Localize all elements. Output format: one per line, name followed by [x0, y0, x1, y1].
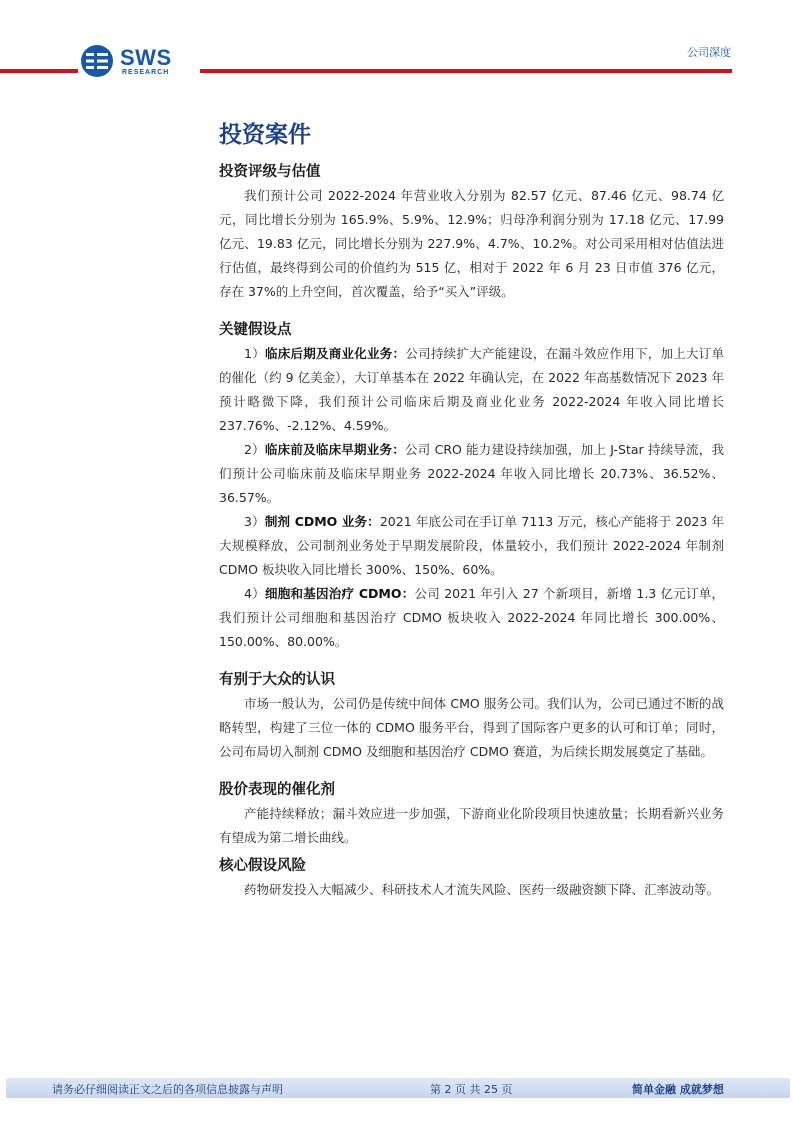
logo-subtext: RESEARCH	[122, 69, 170, 76]
report-type-label: 公司深度	[687, 46, 731, 59]
section-heading-rating: 投资评级与估值	[219, 164, 321, 180]
sws-logo-icon	[80, 44, 114, 78]
footer-disclaimer: 请务必仔细阅读正文之后的各项信息披露与声明	[52, 1083, 283, 1096]
footer-slogan: 简单金融 成就梦想	[632, 1083, 724, 1096]
logo-text: SWS	[120, 45, 172, 70]
section-heading-assumptions: 关键假设点	[219, 322, 292, 338]
paragraph-assumption-4: 4）细胞和基因治疗 CDMO：公司 2021 年引入 27 个新项目，新增 1.3 亿元订单，我们预计公司细胞和基因治疗 CDMO 板块收入 2022-2024 年同比增长 300.00%、150.00%、80.00%。	[219, 586, 725, 649]
footer-page-number: 第 2 页 共 25 页	[430, 1083, 513, 1096]
main-content	[219, 118, 724, 902]
header-rule-left	[0, 69, 78, 73]
paragraph-differentiated-view: 市场一般认为，公司仍是传统中间体 CMO 服务公司。我们认为，公司已通过不断的战略转型，构建了三位一体的 CDMO 服务平台，得到了国际客户更多的认可和订单；同时，公司布局切入制剂 CDMO 及细胞和基因治疗 CDMO 赛道，为后续长期发展奠定了基础。	[219, 696, 724, 759]
header-rule-right	[200, 69, 732, 73]
sws-logo	[80, 44, 184, 80]
paragraph-catalysts: 产能持续释放；漏斗效应进一步加强，下游商业化阶段项目快速放量；长期看新兴业务有望成为第二增长曲线。	[219, 806, 724, 845]
paragraph-assumption-2: 2）临床前及临床早期业务：公司 CRO 能力建设持续加强，加上 J-Star 持续导流，我们预计公司临床前及临床早期业务 2022-2024 年收入同比增长 20.73%、36.52%、36.57%。	[219, 442, 724, 505]
page-title: 投资案件	[219, 122, 311, 148]
section-heading-differentiated-view: 有别于大众的认识	[219, 672, 335, 688]
paragraph-assumption-3: 3）制剂 CDMO 业务：2021 年底公司在手订单 7113 万元，核心产能将于 2023 年大规模释放，公司制剂业务处于早期发展阶段，体量较小，我们预计 2022-2024 年制剂 CDMO 板块收入同比增长 300%、150%、60%。	[219, 514, 724, 577]
paragraph-risks: 药物研发投入大幅减少、科研技术人才流失风险、医药一级融资额下降、汇率波动等。	[244, 882, 720, 897]
paragraph-assumption-1: 1）临床后期及商业化业务：公司持续扩大产能建设，在漏斗效应作用下，加上大订单的催化（约 9 亿美金），大订单基本在 2022 年确认完，在 2022 年高基数情况下 2023 年预计略微下降，我们预计公司临床后期及商业化业务 2022-2024 年收入同比增长 237.76%、-2.12%、4.59%。	[219, 346, 724, 433]
paragraph-rating: 我们预计公司 2022-2024 年营业收入分别为 82.57 亿元、87.46 亿元、98.74 亿元，同比增长分别为 165.9%、5.9%、12.9%；归母净利润分别为 17.18 亿元、17.99 亿元、19.83 亿元，同比增长分别为 227.9%、4.7%、10.2%。对公司采用相对估值法进行估值，最终得到公司的价值约为 515 亿，相对于 2022 年 6 月 23 日市值 376 亿元，存在 37%的上升空间，首次覆盖，给予“买入”评级。	[219, 188, 724, 299]
section-heading-catalysts: 股价表现的催化剂	[219, 782, 335, 798]
section-heading-risks: 核心假设风险	[219, 858, 306, 874]
